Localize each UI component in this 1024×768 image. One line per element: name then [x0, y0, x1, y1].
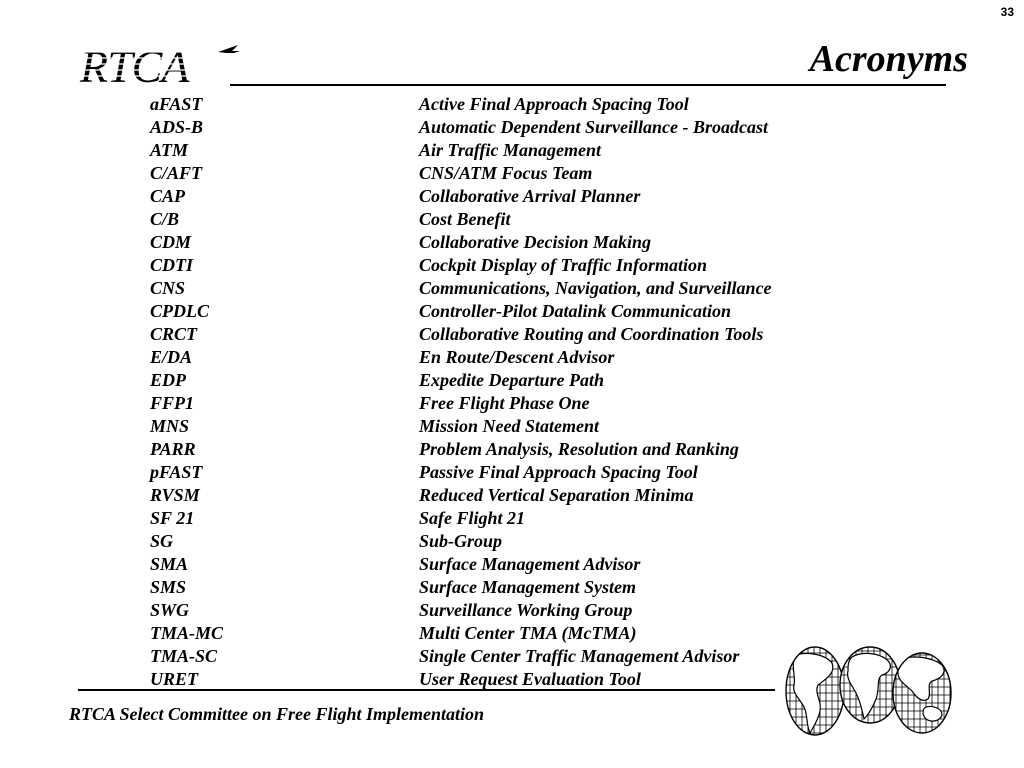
acronym-definition: Automatic Dependent Surveillance - Broadcast	[419, 117, 768, 137]
acronym-definition: Air Traffic Management	[419, 140, 602, 160]
acronym-definition: Communications, Navigation, and Surveillance	[419, 278, 772, 298]
acronym-term: EDP	[150, 370, 186, 390]
acronym-row	[150, 553, 850, 576]
header-divider	[230, 84, 946, 86]
logo-airplane	[218, 45, 240, 53]
acronym-definition: Cost Benefit	[419, 209, 511, 229]
acronym-term: CDTI	[150, 255, 194, 275]
acronym-row	[150, 254, 850, 277]
acronym-definition: Problem Analysis, Resolution and Ranking	[419, 439, 739, 459]
acronym-row	[150, 392, 850, 415]
acronym-row	[150, 645, 850, 668]
acronym-definition: Multi Center TMA (McTMA)	[419, 623, 637, 643]
acronym-definition: Controller-Pilot Datalink Communication	[419, 301, 732, 321]
acronym-row	[150, 323, 850, 346]
world-globe-icon	[782, 645, 954, 737]
acronym-definition: Collaborative Routing and Coordination Tools	[419, 324, 764, 344]
acronym-term: PARR	[150, 439, 196, 459]
acronym-term: SWG	[150, 600, 190, 620]
acronym-term: TMA-SC	[150, 646, 218, 666]
acronym-term: MNS	[150, 416, 190, 436]
acronym-term: pFAST	[150, 462, 203, 482]
acronym-row	[150, 369, 850, 392]
acronym-term: TMA-MC	[150, 623, 224, 643]
acronym-row	[150, 93, 850, 116]
acronym-term: SG	[150, 531, 174, 551]
acronym-term: ATM	[150, 140, 189, 160]
acronym-definition: Active Final Approach Spacing Tool	[419, 94, 689, 114]
acronym-term: CPDLC	[150, 301, 210, 321]
acronym-definition: Cockpit Display of Traffic Information	[419, 255, 707, 275]
acronym-term: C/AFT	[150, 163, 203, 183]
acronym-term: SMA	[150, 554, 189, 574]
acronym-term: CAP	[150, 186, 186, 206]
acronym-row	[150, 461, 850, 484]
acronym-definition: Sub-Group	[419, 531, 503, 551]
acronym-row	[150, 438, 850, 461]
acronym-term: CNS	[150, 278, 186, 298]
acronym-row	[150, 507, 850, 530]
acronym-row	[150, 162, 850, 185]
acronym-definition: Collaborative Decision Making	[419, 232, 652, 252]
acronym-row	[150, 346, 850, 369]
page-title: Acronyms	[809, 38, 968, 80]
acronym-definition: CNS/ATM Focus Team	[419, 163, 593, 183]
acronym-row	[150, 185, 850, 208]
acronym-definition: Surface Management System	[419, 577, 637, 597]
acronym-definition: Collaborative Arrival Planner	[419, 186, 641, 206]
acronym-term: E/DA	[150, 347, 193, 367]
acronym-term: aFAST	[150, 94, 203, 114]
acronym-definition: Expedite Departure Path	[419, 370, 604, 390]
acronym-term: SF 21	[150, 508, 195, 528]
rtca-logo-icon	[78, 38, 248, 92]
acronym-definition: Surface Management Advisor	[419, 554, 641, 574]
page-number: 33	[1000, 5, 1014, 19]
acronym-definition: Safe Flight 21	[419, 508, 526, 528]
acronym-definition: Surveillance Working Group	[419, 600, 633, 620]
footer-divider	[78, 689, 775, 691]
acronym-list	[150, 93, 850, 691]
acronym-row	[150, 484, 850, 507]
acronym-term: FFP1	[150, 393, 195, 413]
acronym-term: URET	[150, 669, 199, 689]
acronym-definition: Single Center Traffic Management Advisor	[419, 646, 740, 666]
acronym-row	[150, 116, 850, 139]
acronym-definition: En Route/Descent Advisor	[419, 347, 615, 367]
globe-grid	[782, 645, 954, 737]
acronym-term: CDM	[150, 232, 192, 252]
acronym-row	[150, 208, 850, 231]
acronym-definition: Reduced Vertical Separation Minima	[419, 485, 694, 505]
acronym-row	[150, 139, 850, 162]
acronym-row	[150, 599, 850, 622]
acronym-row	[150, 300, 850, 323]
acronym-definition: User Request Evaluation Tool	[419, 669, 641, 689]
acronym-definition: Mission Need Statement	[419, 416, 600, 436]
acronym-definition: Passive Final Approach Spacing Tool	[419, 462, 698, 482]
acronym-term: CRCT	[150, 324, 198, 344]
acronym-term: ADS-B	[150, 117, 204, 137]
acronym-row	[150, 576, 850, 599]
acronym-row	[150, 668, 850, 691]
acronym-definition: Free Flight Phase One	[419, 393, 590, 413]
acronym-term: SMS	[150, 577, 187, 597]
acronym-row	[150, 231, 850, 254]
acronym-row	[150, 622, 850, 645]
acronym-row	[150, 277, 850, 300]
acronym-term: RVSM	[150, 485, 200, 505]
logo-wordmark: RTCA	[80, 41, 189, 92]
acronym-row	[150, 415, 850, 438]
acronym-term: C/B	[150, 209, 180, 229]
footer-text: RTCA Select Committee on Free Flight Implementation	[69, 704, 485, 724]
acronym-row	[150, 530, 850, 553]
